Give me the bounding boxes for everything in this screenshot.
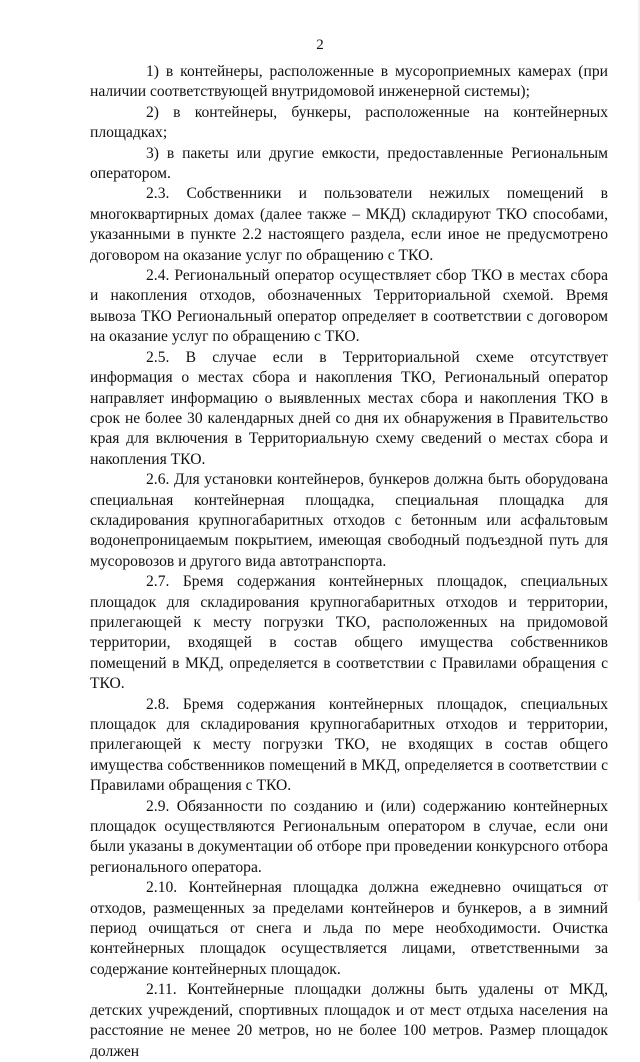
paragraph-2-11: 2.11. Контейнерные площадки должны быть удалены от МКД, детских учреждений, спортивных площадок и от мест отдыха населения на расстояние не менее 20 метров, но не более 100 метров. Размер площадок должен [90, 981, 608, 1060]
paragraph-item-2: 2) в контейнеры, бункеры, расположенные на контейнерных площадках; [90, 103, 608, 142]
paragraph-item-1: 1) в контейнеры, расположенные в мусороприемных камерах (при наличии соответствующей внутридомовой инженерной системы); [90, 63, 608, 101]
page-number: 2 [316, 37, 324, 53]
paragraph-2-4: 2.4. Региональный оператор осуществляет сбор ТКО в местах сбора и накопления отходов, обозначенных Территориальной схемой. Время вывоза ТКО Региональный оператор определяет в соответствии с договором на оказание услуг по обращению с ТКО. [90, 267, 608, 346]
paragraph-2-6: 2.6. Для установки контейнеров, бункеров должна быть оборудована специальная контейнерная площадка, специальная площадка для складирования крупногабаритных отходов с бетонным или асфальтовым водонепроницаемым покрытием, имеющая свободный подъездной путь для мусоровозов и другого вида автотранспорта. [90, 471, 608, 570]
paragraph-2-10: 2.10. Контейнерная площадка должна ежедневно очищаться от отходов, размещенных за пределами контейнеров и бункеров, а в зимний период очищаться от снега и льда по мере необходимости. Очистка контейнерных площадок осуществляется лицами, ответственными за содержание контейнерных площадок. [90, 879, 608, 978]
paragraph-2-9: 2.9. Обязанности по созданию и (или) содержанию контейнерных площадок осуществляются Региональным оператором в случае, если они были указаны в документации об отборе при проведении конкурсного отбора регионального оператора. [90, 797, 608, 876]
paragraph-item-3: 3) в пакеты или другие емкости, предоставленные Региональным оператором. [90, 144, 608, 183]
paragraph-2-5: 2.5. В случае если в Территориальной схеме отсутствует информация о местах сбора и накопления ТКО, Региональный оператор направляет информацию о выявленных местах сбора и накопления ТКО в срок не более 30 календарных дней со дня их обнаружения в Правительство края для включения в Территориальную схему сведений о местах сбора и накопления ТКО. [90, 348, 608, 468]
paragraph-2-7: 2.7. Бремя содержания контейнерных площадок, специальных площадок для складирования крупногабаритных отходов и территории, прилегающей к месту погрузки ТКО, расположенных на придомовой территории, входящей в состав общего имущества собственников помещений в МКД, определяется в соответствии с Правилами обращения с ТКО. [90, 573, 608, 693]
document-body [90, 62, 608, 1062]
paragraph-2-8: 2.8. Бремя содержания контейнерных площадок, специальных площадок для складирования крупногабаритных отходов и территории, прилегающей к месту погрузки ТКО, не входящих в состав общего имущества собственников помещений в МКД, определяется в соответствии с Правилами обращения с ТКО. [90, 695, 608, 795]
paragraph-2-3: 2.3. Собственники и пользователи нежилых помещений в многоквартирных домах (далее также – МКД) складируют ТКО способами, указанными в пункте 2.2 настоящего раздела, если иное не предусмотрено договором на оказание услуг по обращению с ТКО. [90, 185, 608, 264]
